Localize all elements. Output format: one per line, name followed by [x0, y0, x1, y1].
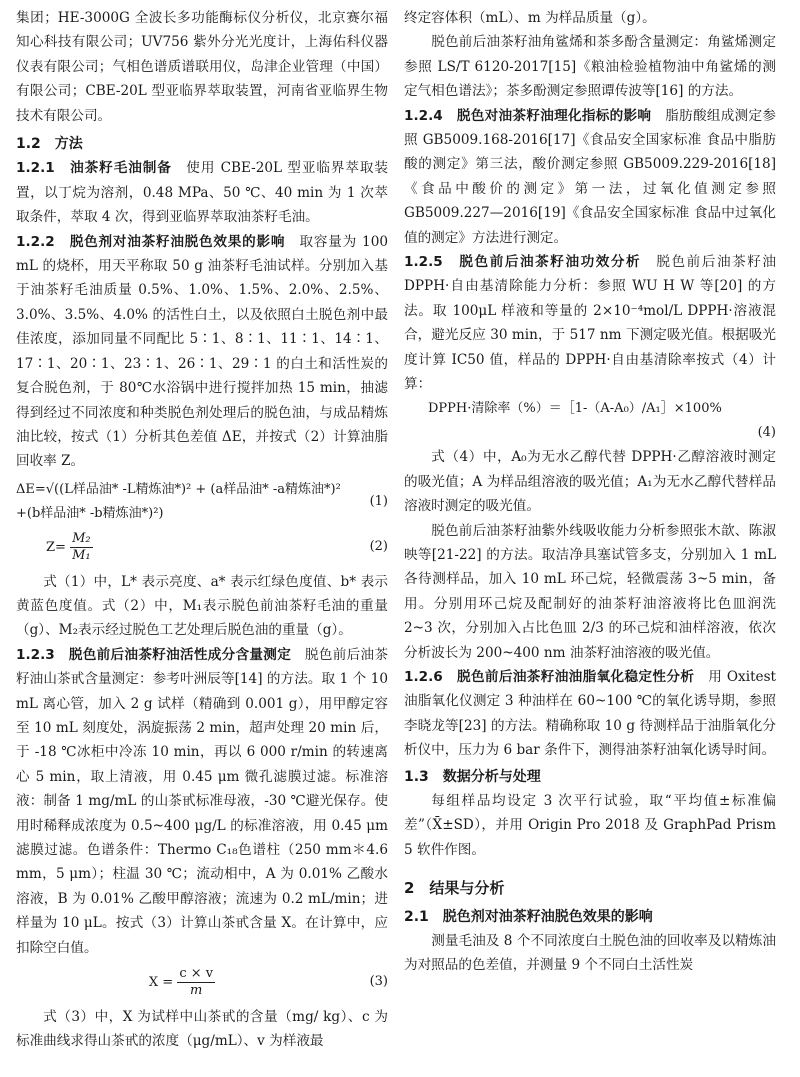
- subheading-1-2-4: 1.2.4 脱色对油茶籽油理化指标的影响: [404, 107, 652, 124]
- paragraph-equation-1-2-notes: 式（1）中，L* 表示亮度、a* 表示红绿色度值、b* 表示黄蓝色度值。式（2）中，M₁表示脱色前油茶籽毛油的重量（g）、M₂表示经过脱色工艺处理后脱色油的重量（g）。: [16, 573, 388, 639]
- section-heading-1-3: 1.3 数据分析与处理: [404, 768, 541, 785]
- section-1-2-4: [404, 104, 776, 250]
- text-1-2-5: 脱色前后油茶籽油 DPPH·自由基清除能力分析：参照 WU H W 等[20] 的方法。取 100μL 样液和等量的 2×10⁻⁴mol/L DPPH·溶液混合，避光反应 30 min，于 517 nm 下测定吸光值。根据吸光度计算 IC50 值，样品的 DPPH·自由基清除率按式（4）计算：: [404, 254, 777, 393]
- text-1-2-6: 用 Oxitest 油脂氧化仪测定 3 种油样在 60~100 ℃的氧化诱导期，参照李晓龙等[23] 的方法。精确称取 10 g 待测样品于油脂氧化分析仪中，压力为 6 bar 条件下，测得油茶籽油氧化诱导时间。: [404, 668, 777, 759]
- paragraph-equation-3-notes: 式（3）中，X 为试样中山茶甙的含量（mg/ kg）、c 为标准曲线求得山茶甙的浓度（μg/mL）、v 为样液最: [16, 1009, 388, 1050]
- equation-2-denominator: M₁: [72, 547, 91, 563]
- paragraph-uv-absorption: 脱色前后油茶籽油紫外线吸收能力分析参照张木歆、陈淑映等[21-22] 的方法。取洁净具塞试管多支，分别加入 1 mL 各待测样品，加入 10 mL 环己烷，轻微震荡 3~5 min，备用。分别用环己烷及配制好的油茶籽油溶液将比色皿润洗 2~3 次，分别加入占比色皿 2/3 的环己烷和油样溶液，依次分析波长为 200~400 nm 油茶籽油溶液的吸光值。: [404, 522, 776, 661]
- subheading-1-2-3: 1.2.3 脱色前后油茶籽油活性成分含量测定: [16, 646, 292, 663]
- equation-3-numerator: c × v: [179, 966, 214, 982]
- text-1-2-4: 脂肪酸组成测定参照 GB5009.168-2016[17]《食品安全国家标准 食品中脂肪酸的测定》第三法，酸价测定参照 GB5009.229-2016[18]《食品中酸价的测定》第一法，过氧化值测定参照 GB5009.227—2016[19]《食品安全国家标准 食品中过氧化值的测定》方法进行测定。: [404, 107, 777, 246]
- equation-3-lhs: X =: [148, 975, 174, 991]
- subheading-1-2-1: 1.2.1 油茶籽毛油制备: [16, 160, 172, 177]
- equation-3-fraction: [177, 966, 215, 999]
- subheading-1-2-2: 1.2.2 脱色剂对油茶籽油脱色效果的影响: [16, 233, 286, 250]
- equation-1: [16, 478, 388, 527]
- equation-2-lhs: Z=: [46, 539, 66, 555]
- section-1-2-2: [16, 230, 388, 474]
- equation-1-line-2: +(b样品油* -b精炼油*)²): [16, 506, 164, 522]
- section-1-2-6: [404, 665, 776, 763]
- equation-2: [16, 531, 388, 564]
- section-1-2-3: [16, 643, 388, 960]
- equation-3: [16, 966, 388, 999]
- section-heading-1-2: 1.2 方法: [16, 136, 83, 153]
- equation-2-fraction: [70, 531, 93, 564]
- section-heading-2: 2 结果与分析: [404, 879, 505, 898]
- paragraph-squalene: 脱色前后油茶籽油角鲨烯和茶多酚含量测定：角鲨烯测定参照 LS/T 6120-2017[15]《粮油检验植物油中角鲨烯的测定气相色谱法》；茶多酚测定参照谭传波等[16] 的方法。: [404, 34, 776, 100]
- equation-2-numerator: M₂: [72, 530, 91, 546]
- equation-1-number: (1): [369, 493, 388, 509]
- text-1-2-2: 取容量为 100 mL 的烧杯，用天平称取 50 g 油茶籽毛油试样。分别加入基于油茶籽毛油质量 0.5%、1.0%、1.5%、2.0%、2.5%、3.0%、3.5%、4.0% 的活性白土，以及依照白土脱色剂中最佳浓度，添加同量不同配比 5∶1、8∶1、11∶1、14∶1、17∶1、20∶1、23∶1、26∶1、29∶1 的白土和活性炭的复合脱色剂，于 80℃水浴锅中进行搅拌加热 15 min，抽滤得到经过不同浓度和种类脱色剂处理后的脱色油，与成品精炼油比较，按式（1）分析其色差值 ΔE，并按式（2）计算油脂回收率 Z。: [16, 233, 388, 470]
- section-heading-2-1: 2.1 脱色剂对油茶籽油脱色效果的影响: [404, 908, 653, 925]
- text-1-2-3: 脱色前后油茶籽油山茶甙含量测定：参考叶洲辰等[14] 的方法。取 1 个 10 mL 离心管，加入 2 g 试样（精确到 0.001 g），用甲醇定容至 10 mL 刻度处，涡旋振荡 2 min，超声处理 20 min 后，于 -18 ℃冰柜中冷冻 10 min，再以 6 000 r/min 的转速离心 5 min，取上清液，用 0.45 μm 微孔滤膜过滤。标准溶液：制备 1 mg/mL 的山茶甙标准母液，-30 ℃避光保存。使用时稀释成浓度为 0.5~400 μg/L 的标准溶液，用 0.45 μm 滤膜过滤。色谱条件：Thermo C₁₈色谱柱（250 mm＊4.6 mm，5 μm）；柱温 30 ℃；流动相中，A 为 0.01% 乙酸水溶液，B 为 0.01% 乙酸甲醇溶液；流速为 0.2 mL/min；进样量为 10 μL。按式（3）计算山茶甙含量 X。在计算中，应扣除空白值。: [16, 646, 389, 956]
- subheading-1-2-6: 1.2.6 脱色前后油茶籽油油脂氧化稳定性分析: [404, 668, 695, 685]
- right-column: [404, 6, 776, 978]
- paragraph-equation-4-notes: 式（4）中，A₀为无水乙醇代替 DPPH·乙醇溶液时测定的吸光值；A 为样品组溶液的吸光值；A₁为无水乙醇代替样品溶液时测定的吸光值。: [404, 449, 776, 515]
- paragraph-2-1: 测量毛油及 8 个不同浓度白土脱色油的回收率及以精炼油为对照品的色差值，并测量 9 个不同白土活性炭: [404, 933, 776, 974]
- left-column: [16, 6, 388, 1054]
- equation-4-number: (4): [757, 424, 776, 440]
- paragraph-continued: 终定容体积（mL）、m 为样品质量（g）。: [404, 10, 656, 26]
- equation-3-denominator: m: [190, 983, 203, 999]
- section-1-2-5: [404, 250, 776, 396]
- equation-1-line-1: ΔE=√((L样品油* -L精炼油*)² + (a样品油* -a精炼油*)²: [16, 481, 341, 497]
- paragraph-data-analysis: 每组样品均设定 3 次平行试验，取“平均值±标准偏差”（X̄±SD），并用 Origin Pro 2018 及 GraphPad Prism 5 软件作图。: [404, 793, 776, 858]
- equation-3-number: (3): [369, 974, 388, 990]
- equation-4-body: DPPH·清除率（%）＝［1-（A-A₀）/A₁］×100%: [428, 400, 722, 416]
- equation-4: [404, 397, 776, 446]
- text-1-2-1: 使用 CBE-20L 型亚临界萃取装置，以丁烷为溶剂，0.48 MPa、50 ℃、40 min 为 1 次萃取条件，萃取 4 次，得到亚临界萃取油茶籽毛油。: [16, 160, 389, 226]
- subheading-1-2-5: 1.2.5 脱色前后油茶籽油功效分析: [404, 254, 642, 271]
- paragraph-instruments: 集团；HE-3000G 全波长多功能酶标仪分析仪，北京赛尔福知心科技有限公司；UV756 紫外分光光度计，上海佑科仪器仪表有限公司；气相色谱质谱联用仪，岛津企业管理（中国）有限公司；CBE-20L 型亚临界萃取装置，河南省亚临界生物技术有限公司。: [16, 10, 388, 124]
- equation-2-number: (2): [369, 538, 388, 554]
- section-1-2-1: [16, 156, 388, 229]
